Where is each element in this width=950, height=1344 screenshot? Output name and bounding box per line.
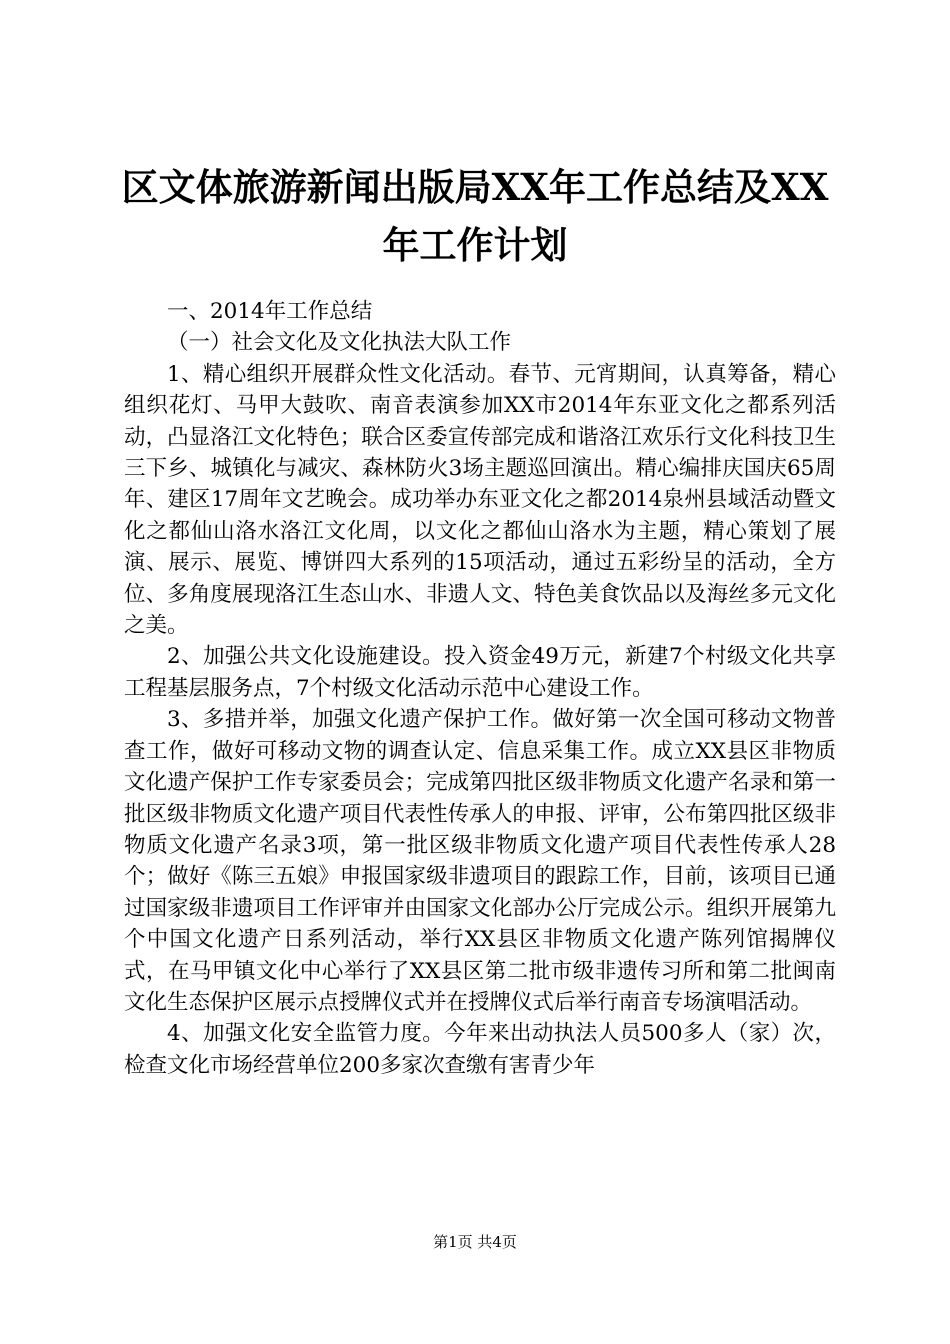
- paragraph-3: 3、多措并举，加强文化遗产保护工作。做好第一次全国可移动文物普查工作，做好可移动文物的调查认定、信息采集工作。成立XX县区非物质文化遗产保护工作专家委员会；完成第四批区级非物质文化遗产名录和第一批区级非物质文化遗产项目代表性传承人的申报、评审，公布第四批区级非物质文化遗产名录3项，第一批区级非物质文化遗产项目代表性传承人28个；做好《陈三五娘》申报国家级非遗项目的跟踪工作，目前，该项目已通过国家级非遗项目工作评审并由国家文化部办公厅完成公示。组织开展第九个中国文化遗产日系列活动，举行XX县区非物质文化遗产陈列馆揭牌仪式，在马甲镇文化中心举行了XX县区第二批市级非遗传习所和第二批闽南文化生态保护区展示点授牌仪式并在授牌仪式后举行南音专场演唱活动。: [124, 707, 836, 1015]
- paragraph-1: 1、精心组织开展群众性文化活动。春节、元宵期间，认真筹备，精心组织花灯、马甲大鼓吹、南音表演参加XX市2014年东亚文化之都系列活动，凸显洛江文化特色；联合区委宣传部完成和谐洛江欢乐行文化科技卫生三下乡、城镇化与减灾、森林防火3场主题巡回演出。精心编排庆国庆65周年、建区17周年文艺晚会。成功举办东亚文化之都2014泉州县域活动暨文化之都仙山洛水洛江文化周，以文化之都仙山洛水为主题，精心策划了展演、展示、展览、博饼四大系列的15项活动，通过五彩纷呈的活动，全方位、多角度展现洛江生态山水、非遗人文、特色美食饮品以及海丝多元文化之美。: [124, 361, 836, 639]
- paragraph-4: 4、加强文化安全监管力度。今年来出动执法人员500多人（家）次，检查文化市场经营单位200多家次查缴有害青少年: [124, 1021, 836, 1078]
- subsection-heading: （一）社会文化及文化执法大队工作: [167, 330, 512, 356]
- paragraph-2: 2、加强公共文化设施建设。投入资金49万元，新建7个村级文化共享工程基层服务点，7个村级文化活动示范中心建设工作。: [124, 644, 836, 701]
- document-title: 区文体旅游新闻出版局XX年工作总结及XX年工作计划: [121, 165, 829, 267]
- section-heading: 一、2014年工作总结: [167, 299, 373, 324]
- page-footer: 第1页 共4页: [433, 1233, 517, 1251]
- document-body: [124, 296, 836, 1081]
